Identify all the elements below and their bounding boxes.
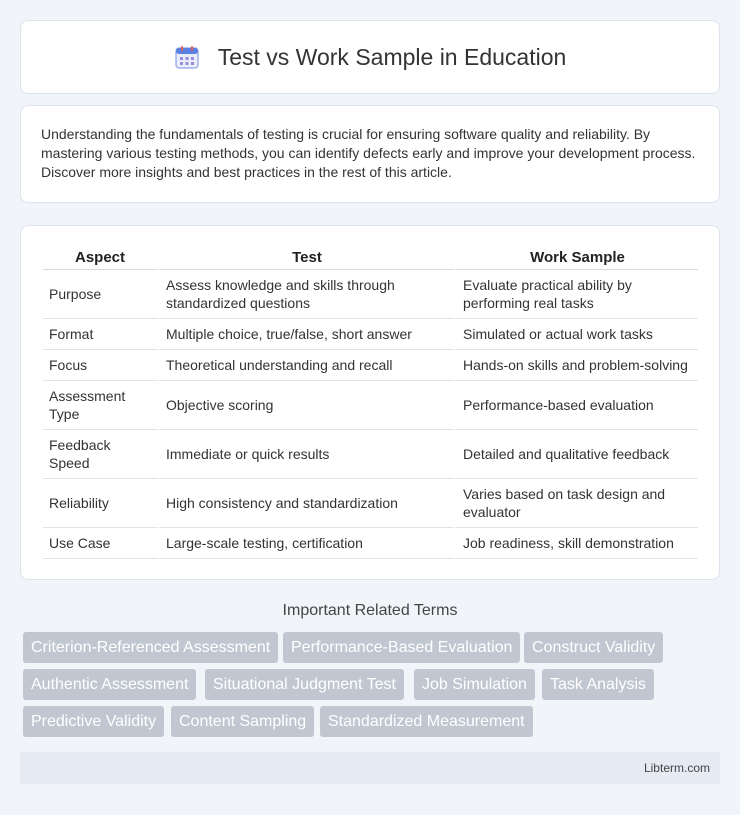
footer-site-link[interactable]: Libterm.com [643,761,710,775]
header-aspect: Aspect [43,248,157,270]
table-row [43,381,698,430]
tag-performance-based-evaluation[interactable]: Performance-Based Evaluation [283,632,520,663]
cell-aspect: Focus [43,350,157,381]
cell-test: Assess knowledge and skills through standardized questions [157,270,454,319]
table-row [43,430,698,479]
cell-test: Objective scoring [157,381,454,430]
table-row [43,319,698,350]
comparison-table [43,248,698,559]
related-terms-title: Important Related Terms [282,602,458,619]
cell-aspect: Reliability [43,479,157,528]
tag-construct-validity[interactable]: Construct Validity [524,632,663,663]
cell-work-sample: Hands-on skills and problem-solving [454,350,698,381]
cell-work-sample: Detailed and qualitative feedback [454,430,698,479]
comparison-table-card [20,225,720,580]
header-test: Test [157,248,454,270]
tag-criterion-referenced-assessment[interactable]: Criterion-Referenced Assessment [23,632,278,663]
cell-aspect: Format [43,319,157,350]
cell-aspect: Purpose [43,270,157,319]
cell-aspect: Assessment Type [43,381,157,430]
footer [20,752,720,784]
tag-situational-judgment-test[interactable]: Situational Judgment Test [205,669,404,700]
cell-work-sample: Job readiness, skill demonstration [454,528,698,559]
header-work-sample: Work Sample [454,248,698,270]
cell-test: Immediate or quick results [157,430,454,479]
calendar-icon [174,44,200,70]
tag-authentic-assessment[interactable]: Authentic Assessment [23,669,196,700]
table-row [43,528,698,559]
header-card [20,20,720,94]
table-row [43,270,698,319]
cell-test: Multiple choice, true/false, short answer [157,319,454,350]
cell-work-sample: Performance-based evaluation [454,381,698,430]
cell-test: Theoretical understanding and recall [157,350,454,381]
cell-aspect: Use Case [43,528,157,559]
cell-work-sample: Varies based on task design and evaluator [454,479,698,528]
intro-card [20,105,720,203]
tag-content-sampling[interactable]: Content Sampling [171,706,314,737]
cell-work-sample: Simulated or actual work tasks [454,319,698,350]
cell-work-sample: Evaluate practical ability by performing real tasks [454,270,698,319]
table-row [43,350,698,381]
intro-text: Understanding the fundamentals of testing is crucial for ensuring software quality and reliability. By mastering various testing methods, you can identify defects early and improve your development process. Discover more insights and best practices in the rest of this article. [41,126,696,180]
cell-test: Large-scale testing, certification [157,528,454,559]
table-header-row [43,248,698,270]
tag-task-analysis[interactable]: Task Analysis [542,669,654,700]
cell-aspect: Feedback Speed [43,430,157,479]
tag-standardized-measurement[interactable]: Standardized Measurement [320,706,533,737]
cell-test: High consistency and standardization [157,479,454,528]
page-title: Test vs Work Sample in Education [217,43,567,70]
tag-job-simulation[interactable]: Job Simulation [414,669,535,700]
tag-predictive-validity[interactable]: Predictive Validity [23,706,164,737]
table-row [43,479,698,528]
